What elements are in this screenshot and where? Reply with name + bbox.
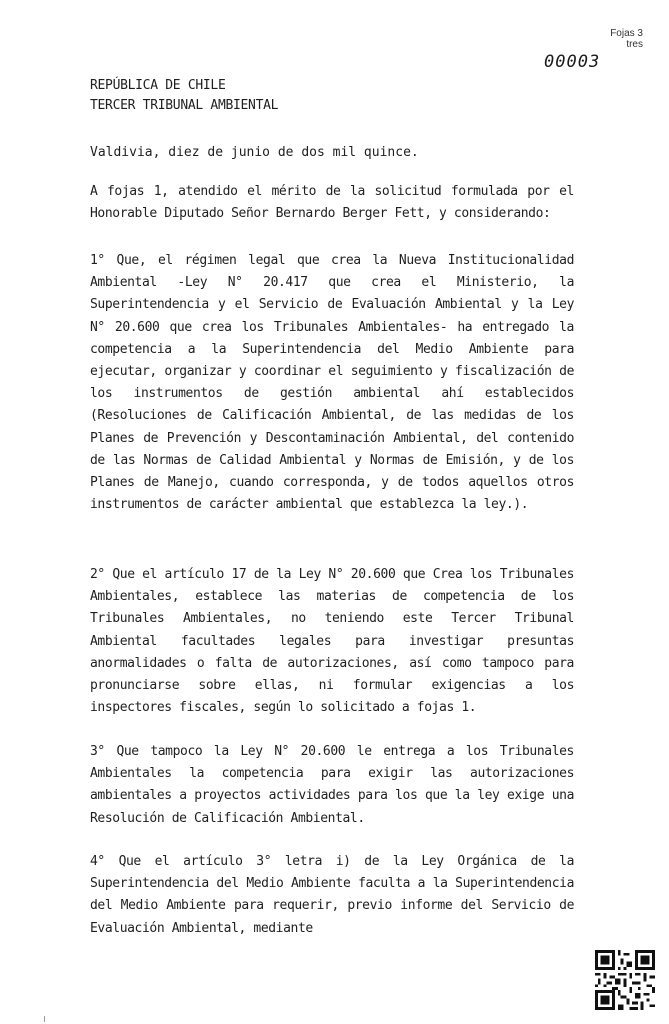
document-date: Valdivia, diez de junio de dos mil quince. [90,145,419,160]
fojas-words: tres [626,39,643,50]
paragraph-considerando-2: 2° Que el artículo 17 de la Ley N° 20.600 que Crea los Tribunales Ambientales, establece las materias de competencia de los Tribunales Ambientales, no teniendo este Tercer Tribunal Ambiental facultades legales para investigar presuntas anormalidades o falta de autorizaciones, así como tampoco para pronunciarse sobre ellas, ni formular exigencias a los inspectores fiscales, según lo solicitado a fojas 1. [90,567,574,716]
fojas-number: Fojas 3 [610,28,643,39]
fojas-label [610,28,643,50]
paragraph-intro: A fojas 1, atendido el mérito de la solicitud formulada por el Honorable Diputado Señor Bernardo Berger Fett, y considerando: [90,184,574,222]
scan-mark [44,1016,45,1022]
qr-code-icon [595,950,655,1010]
paragraph-considerando-4: 4° Que el artículo 3° letra i) de la Ley Orgánica de la Superintendencia del Medio Ambiente faculta a la Superintendencia del Medio Ambiente para requerir, previo informe del Servicio de Evaluación Ambiental, mediante [90,854,574,936]
paragraph-considerando-1: 1° Que, el régimen legal que crea la Nueva Institucionalidad Ambiental -Ley N° 20.417 que crea el Ministerio, la Superintendencia y el Servicio de Evaluación Ambiental y la Ley N° 20.600 que crea los Tribunales Ambientales- ha entregado la competencia a la Superintendencia del Medio Ambiente para ejecutar, organizar y coordinar el seguimiento y fiscalización de los instrumentos de gestión ambiental ahí establecidos (Resoluciones de Calificación Ambiental, de las medidas de los Planes de Prevención y Descontaminación Ambiental, del contenido de las Normas de Calidad Ambiental y Normas de Emisión, y de los Planes de Manejo, cuando corresponda, y de todos aquellos otros instrumentos de carácter ambiental que establezca la ley.). [90,253,574,513]
header-tribunal: TERCER TRIBUNAL AMBIENTAL [90,98,279,113]
paragraph-considerando-3: 3° Que tampoco la Ley N° 20.600 le entrega a los Tribunales Ambientales la competencia para exigir las autorizaciones ambientales a proyectos actividades para los que la ley exige una Resolución de Calificación Ambiental. [90,744,574,826]
folio-stamp: 00003 [544,52,601,72]
header-country: REPÚBLICA DE CHILE [90,78,226,93]
document-header [90,76,278,116]
